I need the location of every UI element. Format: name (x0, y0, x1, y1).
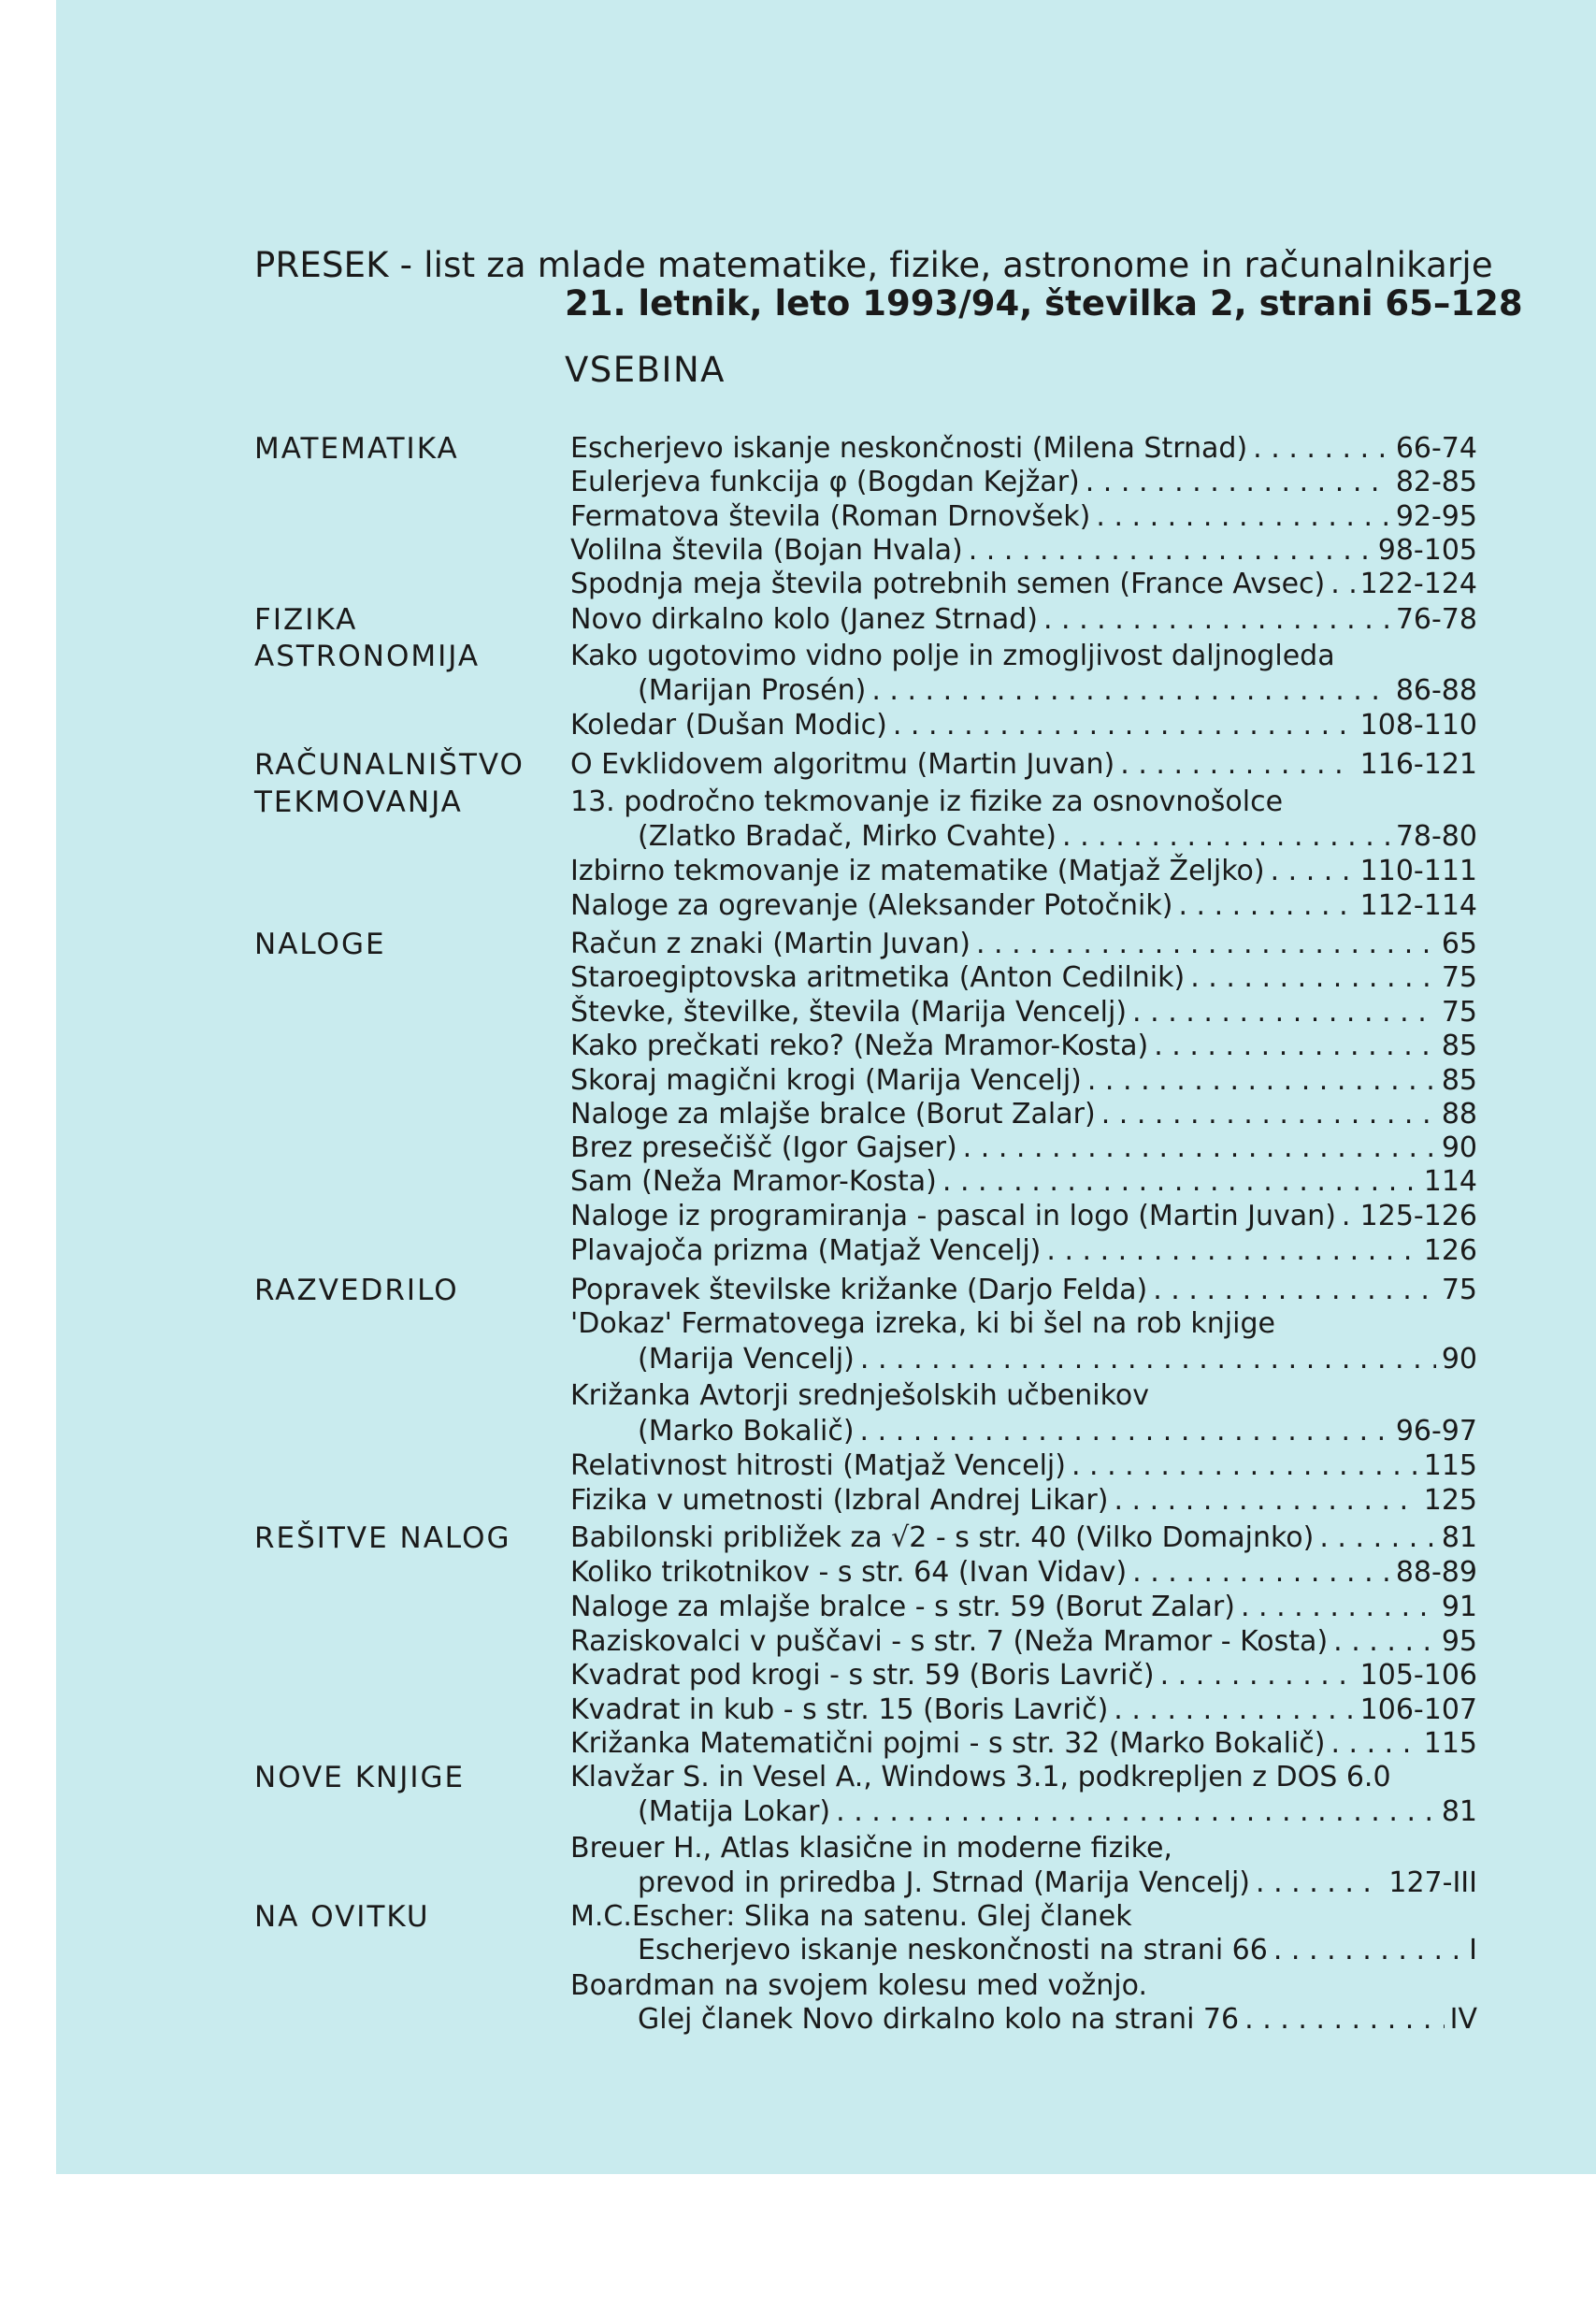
dot-leader (1271, 855, 1355, 887)
dot-leader (1273, 1934, 1463, 1966)
dot-leader (1087, 1064, 1436, 1097)
dot-leader (1086, 466, 1390, 498)
toc-entry (638, 674, 1477, 710)
toc-entry (570, 466, 1477, 501)
page-number: 90 (1441, 1131, 1477, 1164)
dot-leader (1160, 1659, 1355, 1692)
entry-title: Plavajoča prizma (Matjaž Vencelj) (570, 1234, 1042, 1267)
toc-entry (570, 1556, 1477, 1592)
page-number: IV (1449, 2003, 1477, 2036)
page-number: 78-80 (1395, 820, 1477, 853)
page-number: 125-126 (1359, 1200, 1477, 1232)
entry-title: Popravek številske križanke (Darjo Felda) (570, 1274, 1148, 1306)
contents-title: VSEBINA (565, 350, 726, 390)
section-label: NA OVITKU (254, 1900, 430, 1934)
page-number: 85 (1441, 1030, 1477, 1062)
section-label: NOVE KNJIGE (254, 1761, 466, 1794)
page-number: 106-107 (1359, 1693, 1477, 1726)
entry-title: Novo dirkalno kolo (Janez Strnad) (570, 603, 1038, 636)
page-number: 126 (1423, 1234, 1477, 1267)
page-number: 88-89 (1395, 1556, 1477, 1589)
issue-info: 21. letnik, leto 1993/94, številka 2, strani 65–128 (565, 283, 1523, 324)
toc-entry (638, 1866, 1477, 1902)
dot-leader (860, 1343, 1436, 1376)
entry-title: Sam (Neža Mramor-Kosta) (570, 1165, 937, 1198)
page-number: 75 (1441, 996, 1477, 1029)
journal-header: PRESEK - list za mlade matematike, fizike, astronome in računalnikarje (254, 245, 1493, 285)
page-number: 115 (1423, 1727, 1477, 1760)
page-number: 81 (1441, 1795, 1477, 1828)
dot-leader (1319, 1521, 1435, 1554)
entry-title: O Evklidovem algoritmu (Martin Juvan) (570, 748, 1115, 781)
section-label: RAČUNALNIŠTVO (254, 748, 525, 782)
section-label: RAZVEDRILO (254, 1274, 459, 1307)
toc-entry-line: Klavžar S. in Vesel A., Windows 3.1, podkrepljen z DOS 6.0 (570, 1761, 1391, 1793)
entry-title: Fizika v umetnosti (Izbral Andrej Likar) (570, 1484, 1109, 1517)
section-label: MATEMATIKA (254, 432, 459, 466)
dot-leader (1132, 996, 1436, 1029)
entry-title: Križanka Matematični pojmi - s str. 32 (Marko Bokalič) (570, 1727, 1326, 1760)
dot-leader (871, 674, 1390, 707)
dot-leader (1330, 568, 1354, 600)
toc-entry (570, 928, 1477, 963)
toc-entry (638, 1343, 1477, 1378)
entry-title: Naloge iz programiranja - pascal in logo (Martin Juvan) (570, 1200, 1336, 1232)
toc-entry (570, 1131, 1477, 1167)
page-number: 82-85 (1395, 466, 1477, 498)
entry-title: Koledar (Dušan Modic) (570, 709, 887, 742)
dot-leader (1120, 748, 1354, 781)
page-number: 116-121 (1359, 748, 1477, 781)
dot-leader (1046, 1234, 1417, 1267)
page-number: 98-105 (1377, 534, 1477, 567)
toc-entry-line: Križanka Avtorji srednješolskih učbenikov (570, 1379, 1150, 1412)
page-number: 112-114 (1359, 889, 1477, 922)
toc-entry (570, 889, 1477, 925)
dot-leader (1153, 1274, 1436, 1306)
section-label: ASTRONOMIJA (254, 640, 481, 673)
page-number: 122-124 (1359, 568, 1477, 600)
entry-title: Escherjevo iskanje neskončnosti na strani 66 (638, 1934, 1268, 1966)
toc-entry (570, 1064, 1477, 1100)
page-number: 110-111 (1359, 855, 1477, 887)
page-number: 76-78 (1395, 603, 1477, 636)
dot-leader (1256, 1866, 1383, 1899)
dot-leader (1132, 1556, 1390, 1589)
entry-title: prevod in priredba J. Strnad (Marija Vencelj) (638, 1866, 1250, 1899)
toc-entry (570, 1521, 1477, 1557)
toc-entry (570, 603, 1477, 639)
entry-title: Naloge za mlajše bralce - s str. 59 (Borut Zalar) (570, 1591, 1235, 1623)
section-label: FIZIKA (254, 603, 358, 637)
toc-entry-line: M.C.Escher: Slika na satenu. Glej članek (570, 1900, 1132, 1933)
entry-title: Fermatova števila (Roman Drnovšek) (570, 500, 1091, 533)
dot-leader (1071, 1449, 1418, 1482)
entry-title: Relativnost hitrosti (Matjaž Vencelj) (570, 1449, 1066, 1482)
page-number: 66-74 (1395, 432, 1477, 465)
toc-entry (570, 1625, 1477, 1661)
page-number: 91 (1441, 1591, 1477, 1623)
entry-title: (Marko Bokalič) (638, 1415, 855, 1448)
toc-entry (570, 500, 1477, 536)
section-label: NALOGE (254, 928, 386, 961)
entry-title: Skoraj magični krogi (Marija Vencelj) (570, 1064, 1082, 1097)
dot-leader (1114, 1484, 1417, 1517)
toc-entry (570, 1165, 1477, 1201)
dot-leader (893, 709, 1355, 742)
page-number: I (1469, 1934, 1477, 1966)
toc-entry (570, 534, 1477, 569)
entry-title: (Zlatko Bradač, Mirko Cvahte) (638, 820, 1057, 853)
entry-title: Spodnja meja števila potrebnih semen (France Avsec) (570, 568, 1326, 600)
page-number: 114 (1423, 1165, 1477, 1198)
page-number: 81 (1441, 1521, 1477, 1554)
entry-title: Staroegiptovska aritmetika (Anton Cedilnik) (570, 961, 1186, 994)
toc-entry (638, 1795, 1477, 1831)
entry-title: Eulerjeva funkcija φ (Bogdan Kejžar) (570, 466, 1080, 498)
dot-leader (1178, 889, 1354, 922)
toc-entry-line: 13. področno tekmovanje iz fizike za osnovnošolce (570, 785, 1284, 818)
entry-title: Glej članek Novo dirkalno kolo na strani 76 (638, 2003, 1240, 2036)
dot-leader (1062, 820, 1390, 853)
dot-leader (836, 1795, 1436, 1828)
page-number: 86-88 (1395, 674, 1477, 707)
toc-entry (570, 1591, 1477, 1626)
entry-title: Babilonski približek za √2 - s str. 40 (Vilko Domajnko) (570, 1521, 1315, 1554)
page-number: 88 (1441, 1098, 1477, 1131)
entry-title: Račun z znaki (Martin Juvan) (570, 928, 971, 960)
toc-entry (570, 961, 1477, 997)
toc-entry (570, 748, 1477, 784)
entry-title: Brez presečišč (Igor Gajser) (570, 1131, 957, 1164)
page-number: 92-95 (1395, 500, 1477, 533)
entry-title: Kako prečkati reko? (Neža Mramor-Kosta) (570, 1030, 1149, 1062)
toc-entry (570, 1484, 1477, 1520)
dot-leader (969, 534, 1373, 567)
entry-title: (Marija Vencelj) (638, 1343, 855, 1376)
page-number: 125 (1423, 1484, 1477, 1517)
toc-entry (570, 1693, 1477, 1729)
toc-entry (570, 432, 1477, 468)
dot-leader (1096, 500, 1389, 533)
entry-title: Raziskovalci v puščavi - s str. 7 (Neža Mramor - Kosta) (570, 1625, 1329, 1658)
toc-entry (570, 996, 1477, 1031)
section-label: TEKMOVANJA (254, 785, 463, 819)
toc-entry-line: Breuer H., Atlas klasične in moderne fizike, (570, 1832, 1172, 1865)
dot-leader (1342, 1200, 1355, 1232)
dot-leader (1154, 1030, 1436, 1062)
page-number: 90 (1441, 1343, 1477, 1376)
toc-entry (570, 1449, 1477, 1485)
toc-entry (638, 820, 1477, 856)
entry-title: Kvadrat in kub - s str. 15 (Boris Lavrič) (570, 1693, 1109, 1726)
dot-leader (1253, 432, 1390, 465)
entry-title: Kvadrat pod krogi - s str. 59 (Boris Lavrič) (570, 1659, 1155, 1692)
toc-entry-line: Kako ugotovimo vidno polje in zmogljivost daljnogleda (570, 640, 1335, 672)
entry-title: Naloge za ogrevanje (Aleksander Potočnik) (570, 889, 1173, 922)
page-number: 105-106 (1359, 1659, 1477, 1692)
page-number: 75 (1441, 961, 1477, 994)
page-number: 108-110 (1359, 709, 1477, 742)
page-number: 96-97 (1395, 1415, 1477, 1448)
dot-leader (860, 1415, 1390, 1448)
toc-entry (570, 709, 1477, 744)
toc-entry (638, 1934, 1477, 1969)
toc-entry (570, 1659, 1477, 1694)
dot-leader (1043, 603, 1390, 636)
entry-title: Koliko trikotnikov - s str. 64 (Ivan Vidav) (570, 1556, 1128, 1589)
toc-entry (570, 1234, 1477, 1270)
toc-entry (570, 1030, 1477, 1065)
page-number: 85 (1441, 1064, 1477, 1097)
toc-entry-line: Boardman na svojem kolesu med vožnjo. (570, 1969, 1148, 2002)
dot-leader (1330, 1727, 1417, 1760)
toc-entry (570, 568, 1477, 603)
entry-title: Escherjevo iskanje neskončnosti (Milena Strnad) (570, 432, 1248, 465)
page-number: 95 (1441, 1625, 1477, 1658)
dot-leader (942, 1165, 1418, 1198)
entry-title: (Matija Lokar) (638, 1795, 831, 1828)
toc-entry (570, 1274, 1477, 1309)
entry-title: Volilna števila (Bojan Hvala) (570, 534, 963, 567)
dot-leader (1101, 1098, 1436, 1131)
dot-leader (1244, 2003, 1445, 2036)
dot-leader (976, 928, 1436, 960)
dot-leader (1190, 961, 1436, 994)
page-number: 127-III (1388, 1866, 1477, 1899)
entry-title: Naloge za mlajše bralce (Borut Zalar) (570, 1098, 1096, 1131)
dot-leader (963, 1131, 1436, 1164)
toc-entry (570, 1200, 1477, 1235)
dot-leader (1333, 1625, 1436, 1658)
toc-entry (638, 2003, 1477, 2038)
page-number: 115 (1423, 1449, 1477, 1482)
toc-entry (570, 1098, 1477, 1133)
entry-title: Izbirno tekmovanje iz matematike (Matjaž Željko) (570, 855, 1265, 887)
entry-title: (Marijan Prosén) (638, 674, 867, 707)
toc-entry (570, 1727, 1477, 1763)
section-label: REŠITVE NALOG (254, 1521, 511, 1555)
toc-entry (638, 1415, 1477, 1450)
page-number: 65 (1441, 928, 1477, 960)
toc-entry-line: 'Dokaz' Fermatovega izreka, ki bi šel na rob knjige (570, 1307, 1275, 1340)
dot-leader (1241, 1591, 1436, 1623)
entry-title: Števke, številke, števila (Marija Vencelj) (570, 996, 1128, 1029)
toc-entry (570, 855, 1477, 890)
page-number: 75 (1441, 1274, 1477, 1306)
dot-leader (1114, 1693, 1354, 1726)
